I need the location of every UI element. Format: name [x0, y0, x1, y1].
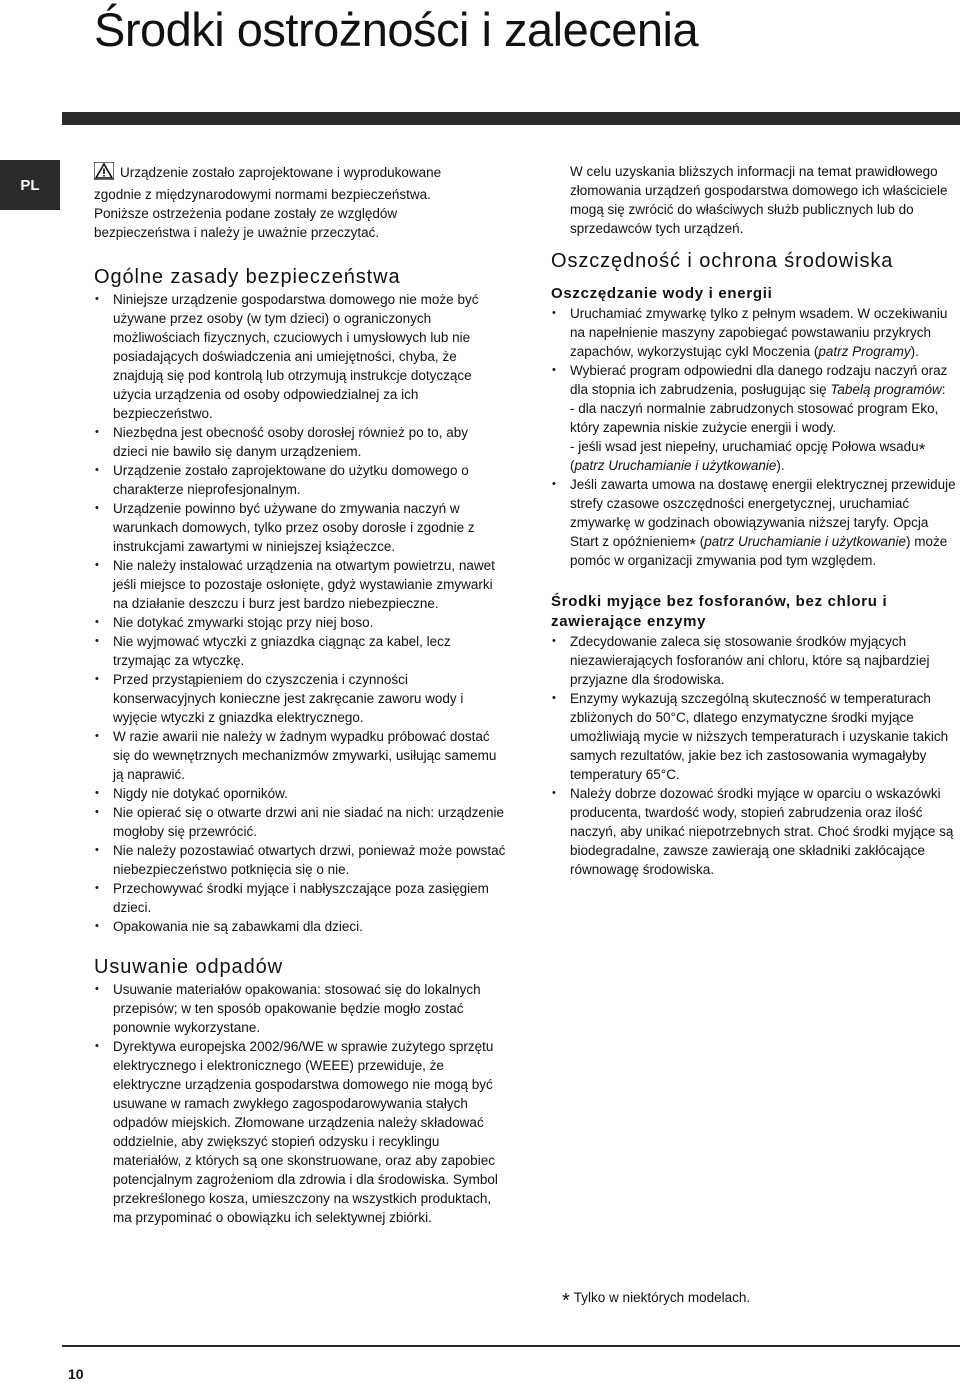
- list-item: • Nie wyjmować wtyczki z gniazdka ciągnąc za kabel, lecz trzymając za wtyczkę.: [94, 632, 506, 670]
- intro-line: bezpieczeństwa i należy je uważnie przeczytać.: [94, 225, 380, 240]
- list-item: • Uruchamiać zmywarkę tylko z pełnym wsadem. W oczekiwaniu na napełnienie maszyny zapobiegać powstawaniu przykrych zapachów, wykorzystując cykl Moczenia (patrz Programy).: [551, 304, 956, 361]
- waste-list: [94, 980, 506, 1227]
- list-item: • Nie opierać się o otwarte drzwi ani nie siadać na nich: urządzenie mogłoby się przewrócić.: [94, 803, 506, 841]
- list-item: • Usuwanie materiałów opakowania: stosować się do lokalnych przepisów; w ten sposób opakowanie będzie mogło zostać ponownie wykorzystane.: [94, 980, 506, 1037]
- list-item: • Wybierać program odpowiedni dla danego rodzaju naczyń oraz dla stopnia ich zabrudzenia, posługując się Tabelą programów: - dla naczyń normalnie zabrudzonych stosować program Eko, który zapewnia niskie zużycie energii i wody. - jeśli wsad jest niepełny, uruchamiać opcję Połowa wsadu* (patrz Uruchamianie i użytkowanie).: [551, 361, 956, 475]
- list-item: • Enzymy wykazują szczególną skuteczność w temperaturach zbliżonych do 50°C, dlatego enzymatyczne środki myjące umożliwiają mycie w niższych temperaturach i uzyskanie takich samych rezultatów, jakie bez ich zastosowania wymagałyby temperatury 65°C.: [551, 689, 956, 784]
- intro-paragraph: [94, 162, 506, 242]
- warning-icon: [94, 162, 114, 185]
- page-title: Środki ostrożności i zalecenia: [94, 3, 699, 56]
- list-item: • Niezbędna jest obecność osoby dorosłej również po to, aby dzieci nie bawiło się danym urządzeniem.: [94, 423, 506, 461]
- list-item: • Urządzenie powinno być używane do zmywania naczyń w warunkach domowych, tylko przez osoby dorosłe i zgodnie z instrukcjami zawartymi w niniejszej książeczce.: [94, 499, 506, 556]
- water-heading: Oszczędzanie wody i energii: [551, 285, 773, 302]
- list-item: • W razie awarii nie należy w żadnym wypadku próbować dostać się do wewnętrznych mechanizmów zmywarki, usiłując samemu ją naprawić.: [94, 727, 506, 784]
- list-item: • Jeśli zawarta umowa na dostawę energii elektrycznej przewiduje strefy czasowe oszczędności energetycznej, uruchamiać zmywarkę w godzinach obowiązywania niższej taryfy. Opcja Start z opóźnieniem* (patrz Uruchamianie i użytkowanie) może pomóc w organizacji zmywania pod tym względem.: [551, 475, 956, 570]
- asterisk-mark: *: [562, 1290, 570, 1312]
- right-column: [551, 162, 956, 879]
- safety-list: [94, 290, 506, 936]
- list-item: • Zdecydowanie zaleca się stosowanie środków myjących niezawierających fosforanów ani chloru, które są najbardziej przyjazne dla środowiska.: [551, 632, 956, 689]
- footer-rule: [62, 1345, 960, 1347]
- header-bar: [62, 112, 960, 125]
- asterisk-mark: *: [689, 535, 696, 554]
- list-item: • Przed przystąpieniem do czyszczenia i czynności konserwacyjnych konieczne jest zakręcanie zaworu wody i wyjęcie wtyczki z gniazdka elektrycznego.: [94, 670, 506, 727]
- intro-line: zgodnie z międzynarodowymi normami bezpieczeństwa.: [94, 187, 431, 202]
- intro-line: Poniższe ostrzeżenia podane zostały ze względów: [94, 206, 398, 221]
- list-item: • Dyrektywa europejska 2002/96/WE w sprawie zużytego sprzętu elektrycznego i elektronicznego (WEEE) przewiduje, że elektryczne urządzenia gospodarstwa domowego nie mogą być usuwane w ramach zwykłego zagospodarowywania stałych odpadów miejskich. Złomowane urządzenia należy składować oddzielnie, aby zwiększyć stopień odzysku i recyklingu materiałów, z których są one skonstruowane, oraz aby zapobiec potencjalnym zagrożeniom dla zdrowia i dla środowiska. Symbol przekreślonego kosza, umieszczony na wszystkich produktach, ma przypominać o obowiązku ich selektywnej zbiórki.: [94, 1037, 506, 1227]
- left-column: [94, 162, 506, 1227]
- detergent-heading: Środki myjące bez fosforanów, bez chloru i zawierające enzymy: [551, 593, 888, 630]
- list-item: • Nie należy pozostawiać otwartych drzwi, ponieważ może powstać niebezpieczeństwo potknięcia się o nie.: [94, 841, 506, 879]
- list-item: • Urządzenie zostało zaprojektowane do użytku domowego o charakterze nieprofesjonalnym.: [94, 461, 506, 499]
- page-number: 10: [68, 1366, 84, 1382]
- info-paragraph: W celu uzyskania bliższych informacji na temat prawidłowego złomowania urządzeń gospodarstwa domowego ich właściciele mogą się zwrócić do właściwych służb publicznych lub do sprzedawców tych urządzeń.: [570, 164, 948, 236]
- footnote-text: Tylko w niektórych modelach.: [573, 1290, 751, 1305]
- list-item: • Niniejsze urządzenie gospodarstwa domowego nie może być używane przez osoby (w tym dzieci) o ograniczonych możliwościach fizycznych, czuciowych i umysłowych lub nie posiadających doświadczenia ani umiejętności, chyba, że znajdują się pod kontrolą lub otrzymują instrukcje dotyczące użycia urządzenia od osoby odpowiedzialnej za ich bezpieczeństwo.: [94, 290, 506, 423]
- language-tab: PL: [0, 160, 60, 210]
- sub-line: - jeśli wsad jest niepełny, uruchamiać opcję Połowa wsadu* (patrz Uruchamianie i użytkowanie).: [570, 439, 926, 473]
- footnote: [562, 1290, 751, 1312]
- waste-heading: Usuwanie odpadów: [94, 956, 283, 978]
- eco-heading: Oszczędność i ochrona środowiska: [551, 250, 894, 272]
- detergent-list: [551, 632, 956, 879]
- list-item: • Nie należy instalować urządzenia na otwartym powietrzu, nawet jeśli miejsce to pozostaje osłonięte, gdyż wystawianie zmywarki na działanie deszczu i burz jest bardzo niebezpieczne.: [94, 556, 506, 613]
- list-item: • Nie dotykać zmywarki stojąc przy niej boso.: [94, 613, 506, 632]
- list-item: • Nigdy nie dotykać oporników.: [94, 784, 506, 803]
- sub-line: - dla naczyń normalnie zabrudzonych stosować program Eko, który zapewnia niskie zużycie energii i wody.: [570, 401, 939, 435]
- intro-line: Urządzenie zostało zaprojektowane i wyprodukowane: [120, 165, 442, 180]
- water-list: [551, 304, 956, 570]
- list-item: • Opakowania nie są zabawkami dla dzieci.: [94, 917, 506, 936]
- list-item: • Przechowywać środki myjące i nabłyszczające poza zasięgiem dzieci.: [94, 879, 506, 917]
- asterisk-mark: *: [918, 440, 926, 459]
- list-item: • Należy dobrze dozować środki myjące w oparciu o wskazówki producenta, twardość wody, stopień zabrudzenia oraz ilość naczyń, aby unikać niepotrzebnych strat. Choć środki myjące są biodegradalne, zawsze zawierają one składniki zakłócające równowagę środowiska.: [551, 784, 956, 879]
- safety-heading: Ogólne zasady bezpieczeństwa: [94, 266, 401, 288]
